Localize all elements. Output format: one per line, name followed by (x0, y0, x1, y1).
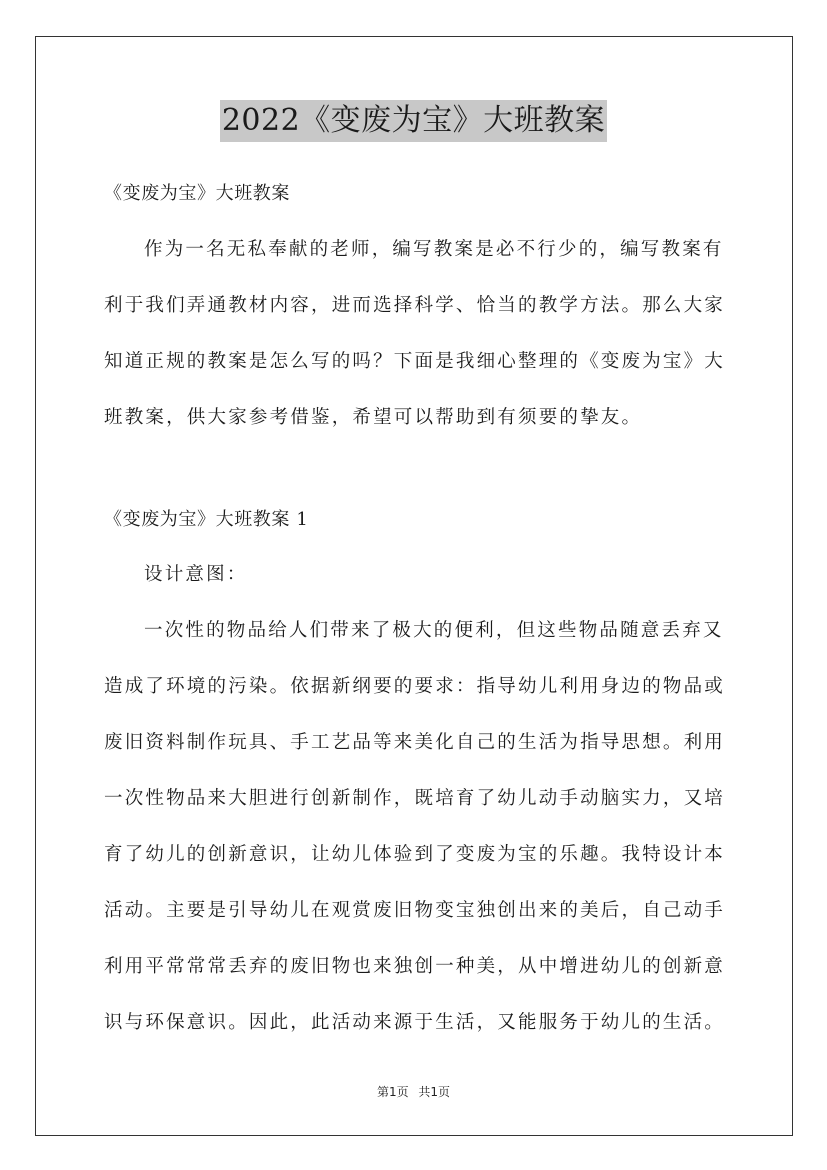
document-title: 2022《变废为宝》大班教案 (220, 100, 607, 142)
body-line: 一次性的物品给人们带来了极大的便利，但这些物品随意丢弃又 (144, 620, 724, 641)
section-heading: 《变废为宝》大班教案 1 (104, 509, 309, 530)
section-label: 设计意图： (144, 564, 248, 585)
body-line: 识与环保意识。因此，此活动来源于生活，又能服务于幼儿的生活。 (104, 1012, 726, 1033)
page-number-current: 第1页 (376, 1085, 409, 1099)
intro-line: 利于我们弄通教材内容，进而选择科学、恰当的教学方法。那么大家 (104, 295, 726, 316)
body-line: 造成了环境的污染。依据新纲要的要求：指导幼儿利用身边的物品或 (104, 676, 726, 697)
title-container (0, 100, 827, 142)
body-line: 育了幼儿的创新意识，让幼儿体验到了变废为宝的乐趣。我特设计本 (104, 844, 726, 865)
subtitle-heading: 《变废为宝》大班教案 (104, 183, 290, 204)
body-line: 活动。主要是引导幼儿在观赏废旧物变宝独创出来的美后，自己动手 (104, 900, 726, 921)
intro-line: 作为一名无私奉献的老师，编写教案是必不行少的，编写教案有 (144, 239, 724, 260)
intro-line: 班教案，供大家参考借鉴，希望可以帮助到有须要的挚友。 (104, 407, 643, 428)
page-footer (0, 1084, 827, 1100)
intro-line: 知道正规的教案是怎么写的吗？下面是我细心整理的《变废为宝》大 (104, 351, 726, 372)
body-line: 利用平常常常丢弃的废旧物也来独创一种美，从中增进幼儿的创新意 (104, 956, 726, 977)
page-number-total: 共1页 (418, 1085, 451, 1099)
body-line: 一次性物品来大胆进行创新制作，既培育了幼儿动手动脑实力，又培 (104, 788, 726, 809)
body-line: 废旧资料制作玩具、手工艺品等来美化自己的生活为指导思想。利用 (104, 732, 726, 753)
